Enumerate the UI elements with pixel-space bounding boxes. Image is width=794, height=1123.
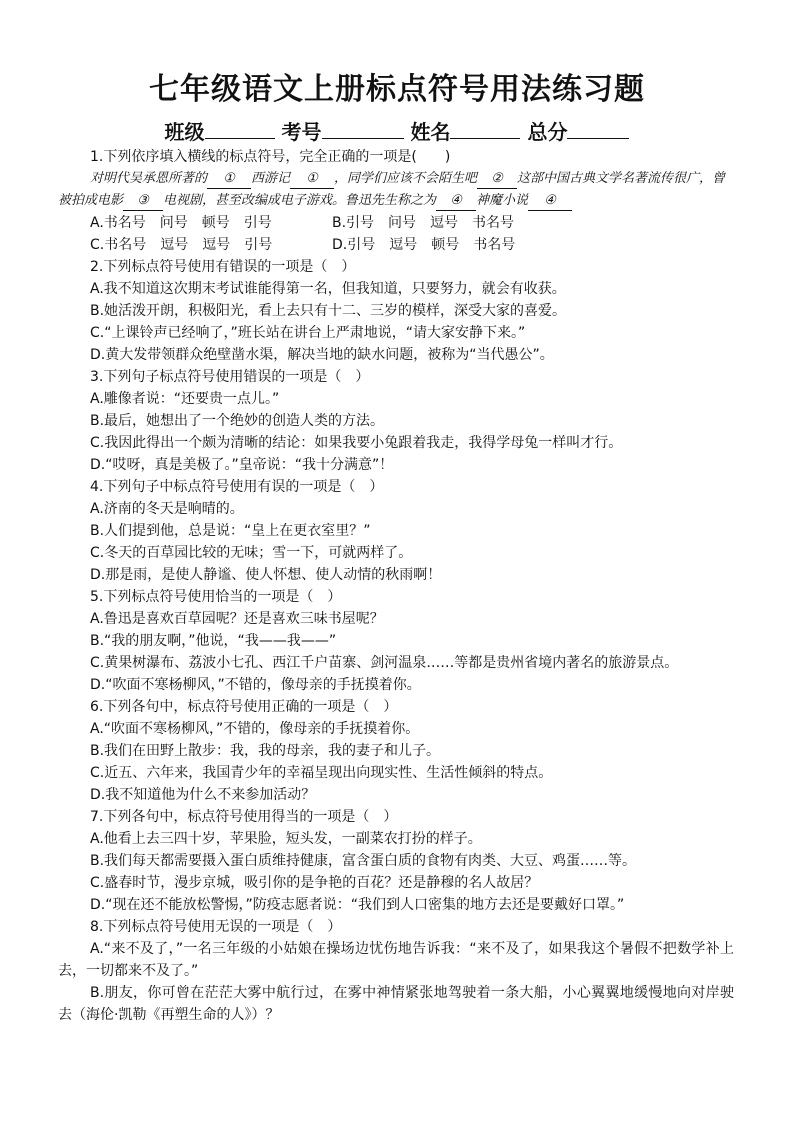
q2-option-b[interactable]: B.她活泼开朗，积极阳光，看上去只有十二、三岁的模样，深受大家的喜爱。 bbox=[90, 303, 567, 319]
q1-blank-5[interactable]: ④ bbox=[436, 192, 476, 211]
class-label: 班级 bbox=[164, 120, 205, 144]
q7-option-b[interactable]: B.我们每天都需要摄入蛋白质维持健康，富含蛋白质的食物有肉类、大豆、鸡蛋……等。 bbox=[90, 853, 637, 869]
q3-stem: 3.下列句子标点符号使用错误的一项是（ ） bbox=[90, 369, 370, 385]
q2-option-d[interactable]: D.黄大发带领群众绝壁凿水渠，解决当地的缺水问题，被称为“当代愚公”。 bbox=[90, 347, 554, 363]
score-blank[interactable] bbox=[567, 118, 629, 139]
q1-options-row-1 bbox=[58, 212, 734, 234]
q7-option-d[interactable]: D.“现在还不能放松警惕，”防疫志愿者说：“我们到人口密集的地方去还是要戴好口罩。” bbox=[90, 897, 625, 913]
q3-option-c[interactable]: C.我因此得出一个颇为清晰的结论：如果我要小兔跟着我走，我得学母兔一样叫才行。 bbox=[90, 435, 623, 451]
q1-stem: 1.下列依序填入横线的标点符号，完全正确的一项是( ) bbox=[90, 149, 451, 165]
q8-option-b[interactable]: B.朋友，你可曾在茫茫大雾中航行过，在雾中神情紧张地驾驶着一条大船，小心翼翼地缓慢地向对岸驶去（海伦·凯勒《再塑生命的人》）？ bbox=[58, 985, 734, 1023]
q1-blank-6[interactable]: ④ bbox=[528, 192, 572, 211]
exam-no-blank[interactable] bbox=[322, 118, 404, 139]
q5-option-c[interactable]: C.黄果树瀑布、荔波小七孔、西江千户苗寨、剑河温泉……等都是贵州省境内著名的旅游景点。 bbox=[90, 655, 679, 671]
q1-option-d[interactable]: D.引号 逗号 顿号 书名号 bbox=[332, 237, 516, 253]
q3-option-d[interactable]: D.“哎呀，真是美极了。”皇帝说：“我十分满意”！ bbox=[90, 457, 394, 473]
q4-option-d[interactable]: D.那是雨，是使人静谧、使人怀想、使人动情的秋雨啊！ bbox=[90, 567, 442, 583]
q2-option-c[interactable]: C.“上课铃声已经响了，”班长站在讲台上严肃地说，“请大家安静下来。” bbox=[90, 325, 526, 341]
q6-stem: 6.下列各句中，标点符号使用正确的一项是（ ） bbox=[90, 699, 398, 715]
q4-option-a[interactable]: A.济南的冬天是响晴的。 bbox=[90, 501, 244, 517]
class-blank[interactable] bbox=[205, 118, 275, 139]
question-list bbox=[58, 146, 734, 1026]
q7-stem: 7.下列各句中，标点符号使用得当的一项是（ ） bbox=[90, 809, 398, 825]
q8-option-a[interactable]: A.“来不及了，”一名三年级的小姑娘在操场边忧伤地告诉我：“来不及了，如果我这个暑假不把数学补上去，一切都来不及了。” bbox=[58, 941, 734, 979]
q5-option-a[interactable]: A.鲁迅是喜欢百草园呢？还是喜欢三味书屋呢？ bbox=[90, 611, 384, 627]
q5-option-b[interactable]: B.“我的朋友啊，”他说，“我——我——” bbox=[90, 633, 337, 649]
q1-option-b[interactable]: B.引号 问号 逗号 书名号 bbox=[332, 215, 515, 231]
page-title: 七年级语文上册标点符号用法练习题 bbox=[149, 72, 645, 107]
q4-option-b[interactable]: B.人们提到他，总是说：“皇上在更衣室里？” bbox=[90, 523, 371, 539]
q1-option-c[interactable]: C.书名号 逗号 逗号 引号 bbox=[90, 237, 273, 253]
q6-option-b[interactable]: B.我们在田野上散步：我，我的母亲，我的妻子和儿子。 bbox=[90, 743, 441, 759]
q4-stem: 4.下列句子中标点符号使用有误的一项是（ ） bbox=[90, 479, 384, 495]
q4-option-c[interactable]: C.冬天的百草园比较的无味；雪一下，可就两样了。 bbox=[90, 545, 413, 561]
q7-option-a[interactable]: A.他看上去三四十岁，苹果脸，短头发，一副菜农打扮的样子。 bbox=[90, 831, 482, 847]
q2-option-a[interactable]: A.我不知道这次期末考试谁能得第一名，但我知道，只要努力，就会有收获。 bbox=[90, 281, 566, 297]
q1-option-a[interactable]: A.书名号 问号 顿号 引号 bbox=[90, 215, 272, 231]
q5-stem: 5.下列标点符号使用恰当的一项是（ ） bbox=[90, 589, 342, 605]
name-label: 姓名 bbox=[410, 120, 451, 144]
q6-option-d[interactable]: D.我不知道他为什么不来参加活动？ bbox=[90, 787, 316, 803]
q5-option-d[interactable]: D.“吹面不寒杨柳风，”不错的，像母亲的手抚摸着你。 bbox=[90, 677, 421, 693]
q2-stem: 2.下列标点符号使用有错误的一项是（ ） bbox=[90, 259, 356, 275]
student-info-line bbox=[0, 116, 794, 145]
name-blank[interactable] bbox=[450, 118, 520, 139]
q1-blank-3[interactable]: ② bbox=[477, 170, 517, 189]
q8-stem: 8.下列标点符号使用无误的一项是（ ） bbox=[90, 919, 342, 935]
q1-blank-1[interactable]: ① bbox=[207, 170, 251, 189]
q1-blank-2[interactable]: ① bbox=[290, 170, 334, 189]
exam-no-label: 考号 bbox=[281, 120, 322, 144]
q3-option-a[interactable]: A.雕像者说：“还要贵一点儿。” bbox=[90, 391, 280, 407]
q6-option-a[interactable]: A.“吹面不寒杨柳风，”不错的，像母亲的手抚摸着你。 bbox=[90, 721, 420, 737]
q7-option-c[interactable]: C.盛春时节，漫步京城，吸引你的是争艳的百花？还是静穆的名人故居？ bbox=[90, 875, 539, 891]
q1-options-row-2 bbox=[58, 234, 734, 256]
score-label: 总分 bbox=[527, 120, 568, 144]
q1-passage: 对明代吴承恩所著的 ① 西游记 ① ，同学们应该不会陌生吧 ② 这部中国古典文学名著流传很广，曾被拍成电影 ③ 电视剧，甚至改编成电子游戏。鲁迅先生称之为 ④ 神魔小说 ④ bbox=[58, 168, 734, 212]
q6-option-c[interactable]: C.近五、六年来，我国青少年的幸福呈现出向现实性、生活性倾斜的特点。 bbox=[90, 765, 553, 781]
q1-blank-4[interactable]: ③ bbox=[123, 192, 163, 211]
q3-option-b[interactable]: B.最后，她想出了一个绝妙的创造人类的方法。 bbox=[90, 413, 385, 429]
